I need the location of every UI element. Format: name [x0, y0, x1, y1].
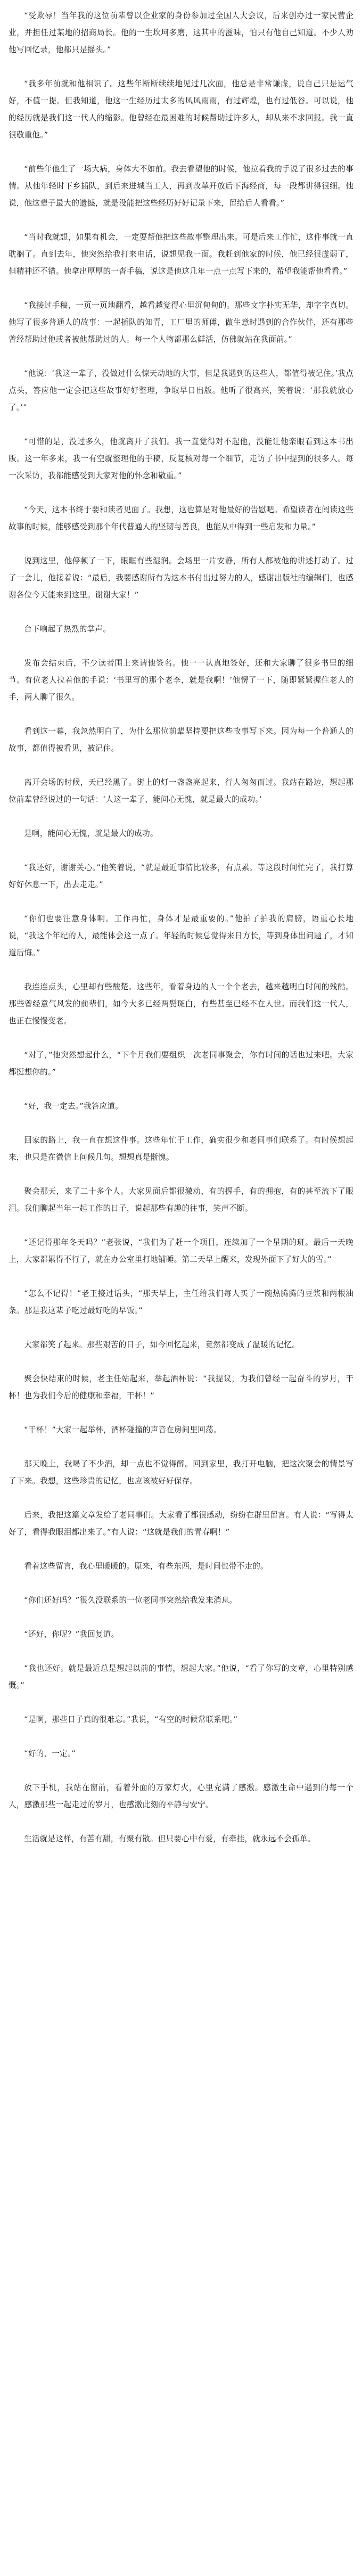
paragraph: “好，我一定去。”我答应道。	[24, 1102, 123, 1111]
paragraph: 看到这一幕，我忽然明白了，为什么那位前辈坚持要把这些故事写下来。因为每一个普通人的故事，都值得被看见，被记住。	[9, 727, 353, 753]
paragraph: 是啊，能问心无愧，就是最大的成功。	[24, 829, 158, 838]
paragraph: 聚会那天，来了二十多个人。大家见面后都很激动，有的握手，有的拥抱，有的甚至流下了眼泪。我们聊起当年一起工作的日子，说起那些有趣的往事，笑声不断。	[9, 1187, 353, 1213]
paragraph: 说到这里，他停顿了一下，眼眶有些湿润。会场里一片安静，所有人都被他的讲述打动了。过了一会儿，他接着说：“最后，我要感谢所有为这本书付出过努力的人，感谢出版社的编辑们，也感谢各位今天能来到这里。谢谢大家！”	[9, 556, 353, 600]
paragraph: 那天晚上，我喝了不少酒，却一点也不觉得醉。回到家里，我打开电脑，把这次聚会的情景写了下来。我想，这些珍贵的记忆，也应该被好好保存。	[9, 1459, 353, 1486]
paragraph: “可惜的是，没过多久，他就离开了我们。我一直觉得对不起他，没能让他亲眼看到这本书出版。这一年多来，我一有空就整理他的手稿，反复核对每一个细节，走访了书中提到的很多人。每一次采访，我都能感受到大家对他的怀念和敬重。”	[9, 437, 353, 480]
paragraph: 大家都笑了起来。那些艰苦的日子，如今回忆起来，竟然都变成了温暖的记忆。	[24, 1340, 300, 1349]
paragraph: 放下手机，我站在窗前，看着外面的万家灯火，心里充满了感激。感激生命中遇到的每一个人，感激那些一起走过的岁月，也感激此刻的平静与安宁。	[9, 1783, 353, 1809]
paragraph: “是啊，那些日子真的很难忘。”我说，“有空的时候常联系吧。”	[24, 1715, 238, 1724]
paragraph: 后来，我把这篇文章发给了老同事们。大家看了都很感动，纷纷在群里留言。有人说：“写得太好了，看得我眼泪都出来了。”有人说：“这就是我们的青春啊！”	[9, 1511, 353, 1537]
paragraph: “干杯！”大家一起举杯，酒杯碰撞的声音在房间里回荡。	[24, 1425, 221, 1434]
paragraph: 回家的路上，我一直在想这件事。这些年忙于工作，确实很少和老同事们联系了。有时候想起来，也只是在微信上问候几句。想想真是惭愧。	[9, 1136, 353, 1162]
paragraph: “对了，”他突然想起什么，“下个月我们要组织一次老同事聚会，你有时间的话也过来吧。大家都挺想你的。”	[9, 1051, 353, 1077]
paragraph: “好的，一定。”	[24, 1749, 76, 1758]
paragraph: “你们还好吗？”很久没联系的一位老同事突然给我发来消息。	[24, 1596, 237, 1605]
paragraph: “他说：‘我这一辈子，没做过什么惊天动地的大事，但是我遇到的这些人，都值得被记住。’我点点头，答应他一定会把这些故事好好整理，争取早日出版。他听了很高兴，笑着说：‘那我就放心了。’”	[9, 369, 353, 412]
paragraph: “我多年前就和他相识了。这些年断断续续地见过几次面，他总是非常谦虚，说自己只是运气好，不值一提。但我知道，他这一生经历过太多的风风雨雨，有过辉煌，也有过低谷。可以说，他的经历就是我们这一代人的缩影。他曾经在最困难的时候帮助过许多人，却从来不求回报。我一直很敬重他。”	[9, 79, 353, 140]
paragraph: “我接过手稿，一页一页地翻看，越看越觉得心里沉甸甸的。那些文字朴实无华，却字字真切。他写了很多普通人的故事：一起插队的知青，工厂里的师傅，做生意时遇到的合作伙伴，还有那些曾经帮助过他或者被他帮助过的人。每一个人物都那么鲜活，仿佛就站在我面前。”	[9, 301, 353, 344]
paragraph: “今天，这本书终于要和读者见面了。我想，这也算是对他最好的告慰吧。希望读者在阅读这些故事的时候，能够感受到那个年代普通人的坚韧与善良，也能从中得到一些启发和力量。”	[9, 505, 353, 531]
paragraph: “我还好，谢谢关心。”他笑着说，“就是最近事情比较多，有点累。等这段时间忙完了，我打算好好休息一下，出去走走。”	[9, 863, 353, 889]
paragraph: “怎么不记得！”老王接过话头，“那天早上，主任给我们每人买了一碗热腾腾的豆浆和两根油条。那是我这辈子吃过最好吃的早饭。”	[9, 1289, 353, 1315]
paragraph: 我连连点头，心里却有些酸楚。这些年，看着身边的人一个个老去，越来越明白时间的残酷。那些曾经意气风发的前辈们，如今大多已经两鬓斑白，有些甚至已经不在人世。而我们这一代人，也正在慢慢变老。	[9, 982, 353, 1026]
paragraph: “前些年他生了一场大病，身体大不如前。我去看望他的时候，他拉着我的手说了很多过去的事情。从他年轻时下乡插队，到后来进城当工人，再到改革开放后下海经商，每一段都讲得很细。他说，他这辈子最大的遗憾，就是没能把这些经历好好记录下来，留给后人看看。”	[9, 165, 353, 208]
paragraph: 看着这些留言，我心里暖暖的。原来，有些东西，是时间也带不走的。	[24, 1562, 268, 1571]
paragraph: 发布会结束后，不少读者围上来请他签名。他一一认真地签好，还和大家聊了很多书里的细节。有位老人拉着他的手说：‘书里写的那个老李，就是我啊！’他愣了一下，随即紧紧握住老人的手，两人聊了很久。	[9, 659, 353, 702]
paragraph: “受欺辱！当年我的这位前辈曾以企业家的身份参加过全国人大会议，后来创办过一家民营企业，并担任过某地的招商局长。他的一生坎坷多磨，这其中的滋味，怕只有他自己知道。不少人劝他写回忆录，他都只是摇头。”	[9, 11, 353, 54]
paragraph: “你们也要注意身体啊。工作再忙，身体才是最重要的。”他拍了拍我的肩膀，语重心长地说，“我这个年纪的人，最能体会这一点了。年轻的时候总觉得来日方长，等到身体出问题了，才知道后悔。”	[9, 914, 353, 957]
paragraph: 台下响起了热烈的掌声。	[24, 625, 111, 634]
paragraph: “还好，你呢？”我回复道。	[24, 1630, 119, 1639]
paragraph: 聚会快结束的时候，老主任站起来，举起酒杯说：“我提议，为我们曾经一起奋斗的岁月，干杯！也为我们今后的健康和幸福，干杯！”	[9, 1374, 353, 1400]
paragraph: “当时我就想，如果有机会，一定要帮他把这些故事整理出来。可是后来工作忙，这件事就一直耽搁了。直到去年，他突然给我打来电话，说想见我一面。我赶到他家的时候，他已经很虚弱了，但精神还不错。他拿出厚厚的一沓手稿，说这是他这几年一点一点写下来的，希望我能帮他看看。”	[9, 233, 353, 276]
paragraph: 生活就是这样，有苦有甜，有聚有散。但只要心中有爱，有牵挂，就永远不会孤单。	[24, 1834, 316, 1843]
paragraph: “我也还好。就是最近总是想起以前的事情，想起大家。”他说，“看了你写的文章，心里特别感慨。”	[9, 1664, 353, 1690]
paragraph: “还记得那年冬天吗？”老张说，“我们为了赶一个项目，连续加了一个星期的班。最后一天晚上，大家都累得不行了，就在办公室里打地铺睡。第二天早上醒来，发现外面下了好大的雪。”	[9, 1238, 353, 1264]
paragraph: 离开会场的时候，天已经黑了。街上的灯一盏盏亮起来，行人匆匆而过。我站在路边，想起那位前辈曾经说过的一句话：‘人这一辈子，能问心无愧，就是最大的成功。’	[9, 778, 353, 804]
